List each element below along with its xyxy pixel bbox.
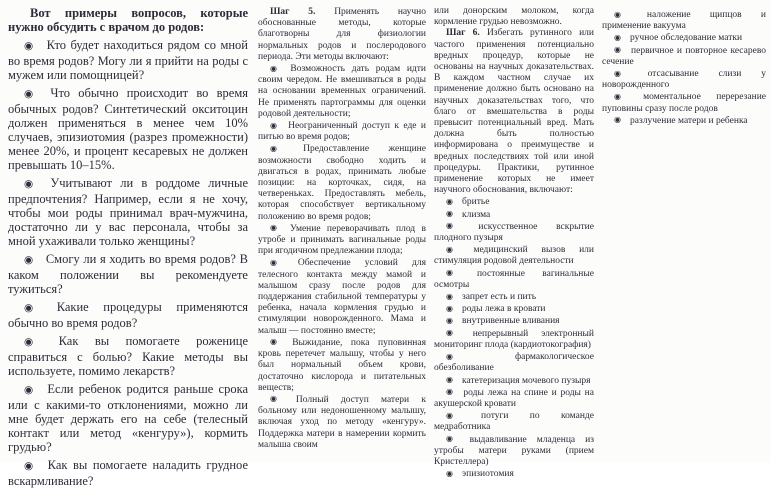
avoid-text: эпизиотомия: [462, 469, 514, 480]
avoid-item: [434, 291, 594, 303]
question-text: Смогу ли я ходить во время родов? В каком положении вы рекомендуете тужиться?: [8, 252, 248, 296]
avoid-item: [434, 268, 594, 291]
bullet-icon: ◉: [270, 120, 280, 130]
question-text: Кто будет находиться рядом со мной во время родов? Могу ли я прийти на роды с мужем или помощницей?: [8, 38, 248, 82]
practice-text: Умение переворачивать плод в утробе и принимать вагинальные роды при ягодичном предлежании плода;: [258, 223, 426, 257]
step5-intro-text: Применять научно обоснованные методы, которые благотворны для физиологии нормальных родов и послеродового периода. Эти методы включают:: [258, 7, 427, 62]
bullet-icon: ◉: [270, 394, 287, 404]
avoid-text: медицинский вызов или стимуляция родовой деятельности: [434, 245, 594, 267]
bullet-icon: ◉: [24, 302, 45, 314]
practice-text: Возможность дать родам идти своим чередом. Не вмешиваться в роды на основании временных ограничений. Не применять партограммы для оценки родовой деятельности;: [258, 64, 426, 119]
avoid-text: клизма: [462, 209, 491, 220]
intro-text: Вот примеры вопросов, которые нужно обсудить с врачом до родов:: [8, 6, 248, 34]
bullet-icon: ◉: [446, 268, 468, 278]
question-item: [8, 334, 248, 378]
practice-item: [258, 394, 426, 451]
practice-item: [258, 63, 426, 120]
avoid-item: [434, 468, 594, 480]
bullet-icon: ◉: [270, 337, 284, 347]
continuation-paragraph: или донорским молоком, когда кормление грудью невозможно.: [434, 6, 594, 28]
avoid-item: [434, 221, 594, 244]
avoid-item: [434, 328, 594, 351]
question-text: Как вы помогаете роженице справиться с болью? Какие методы вы используете, помимо лекарств?: [8, 334, 248, 378]
bullet-icon: ◉: [24, 336, 47, 348]
bullet-icon: ◉: [24, 88, 39, 100]
practice-text: Полный доступ матери к больному или недоношенному малышу, включая уход по методу «кенгуру». Поддержка матери в намерении кормить малыша своим: [258, 394, 426, 450]
question-text: Если ребенок родится раньше срока или с какими-то отклонениями, можно ли мне будет держать его на себе (телесный контакт или метод «кенгуру»), кормить грудью?: [8, 382, 248, 454]
right-page-column-2: [434, 6, 594, 480]
avoid-item: [434, 196, 594, 208]
bullet-icon: ◉: [446, 244, 465, 254]
avoid-text: бритье: [462, 197, 490, 208]
question-text: Какие процедуры применяются обычно во время родов?: [8, 300, 248, 330]
bullet-icon: ◉: [446, 387, 455, 397]
practice-text: Неограниченный доступ к еде и питью во время родов;: [258, 121, 426, 143]
avoid-item: [434, 315, 594, 327]
practice-text: Предоставление женщине возможности свободно ходить и двигаться в родах, принимать любые позиции: на корточках, сидя, на четвереньках. Предоставлять мебель, которая способствует вертикальному положению во время родов;: [258, 144, 426, 222]
avoid-item: [434, 303, 594, 315]
left-page-column: [8, 6, 248, 492]
practice-item: [258, 143, 426, 222]
bullet-icon: ◉: [446, 410, 472, 420]
avoid-text: запрет есть и пить: [462, 292, 537, 303]
avoid-text: фармакологическое обезболивание: [434, 352, 594, 374]
practice-text: Обеспечение условий для телесного контакта между мамой и малышом сразу после родов для поддержания стабильной температуры у ребенка, начала кормления грудью и стимуляции новорожденного. Мама и малыш — постоянно вместе;: [258, 258, 426, 336]
question-text: Как вы помогаете наладить грудное вскармливание?: [8, 458, 248, 488]
avoid-item-continued: [602, 45, 766, 68]
practice-item: [258, 257, 426, 336]
avoid-text: наложение щипцов и применение вакуума: [602, 10, 766, 32]
bullet-icon: ◉: [24, 460, 36, 472]
bullet-icon: ◉: [270, 223, 282, 233]
practice-text: Выжидание, пока пуповинная кровь перетечет малышу, чтобы у него был нормальный объем крови, достаточно кислорода и питательных веществ;: [258, 337, 426, 393]
avoid-text: роды лежа на спине и роды на акушерской кровати: [434, 387, 594, 409]
avoid-item-continued: [602, 9, 766, 32]
avoid-text: ручное обследование матки: [630, 33, 743, 44]
avoid-item: [434, 375, 594, 387]
avoid-text: катетеризация мочевого пузыря: [462, 375, 591, 386]
avoid-item: [434, 351, 594, 374]
bullet-icon: ◉: [614, 68, 639, 78]
bullet-icon: ◉: [24, 384, 36, 396]
step5-label: Шаг 5.: [270, 7, 316, 17]
practice-item: [258, 223, 426, 258]
avoid-text: первичное и повторное кесарево сечение: [602, 45, 766, 67]
avoid-text: непрерывный электронный мониторинг плода (кардиотокография): [434, 328, 594, 350]
avoid-item-continued: [602, 91, 766, 114]
bullet-icon: ◉: [446, 303, 454, 313]
bullet-icon: ◉: [446, 221, 470, 231]
step6-label: Шаг 6.: [446, 28, 480, 39]
avoid-item: [434, 434, 594, 469]
avoid-text: выдавливание младенца из утробы матери руками (прием Кристеллера): [434, 434, 594, 467]
bullet-icon: ◉: [446, 291, 454, 301]
bullet-icon: ◉: [24, 178, 39, 190]
question-item: [8, 176, 248, 248]
bullet-icon: ◉: [446, 468, 454, 478]
avoid-text: разлучение матери и ребенка: [630, 115, 748, 126]
avoid-text: внутривенные вливания: [462, 316, 560, 327]
avoid-text: моментальное перерезание пуповины сразу после родов: [602, 92, 766, 114]
avoid-item-continued: [602, 115, 766, 127]
avoid-text: отсасывание слизи у новорожденного: [602, 69, 766, 91]
avoid-item-continued: [602, 68, 766, 91]
practice-item: [258, 337, 426, 394]
bullet-icon: ◉: [614, 91, 635, 101]
avoid-text: искусственное вскрытие плодного пузыря: [434, 221, 594, 244]
bullet-icon: ◉: [270, 63, 282, 73]
question-item: [8, 38, 248, 82]
bullet-icon: ◉: [270, 257, 289, 267]
bullet-icon: ◉: [446, 375, 454, 384]
question-text: Что обычно происходит во время обычных родов? Синтетический окситоцин должен применяться в менее чем 10% случаев, эпизиотомия (разрез промежности) менее 20%, и процент кесаревых не должен превышать 10–15%.: [8, 86, 248, 172]
avoid-item-continued: [602, 32, 766, 44]
bullet-icon: ◉: [614, 9, 638, 19]
avoid-item: [434, 387, 594, 410]
bullet-icon: ◉: [446, 315, 454, 325]
avoid-item: [434, 410, 594, 433]
avoid-text: постоянные вагинальные осмотры: [434, 268, 594, 290]
bullet-icon: ◉: [446, 196, 454, 206]
step5-paragraph: [258, 7, 426, 63]
bullet-icon: ◉: [24, 40, 35, 52]
bullet-icon: ◉: [270, 143, 295, 153]
bullet-icon: ◉: [614, 32, 622, 42]
step6-paragraph: [434, 28, 594, 196]
question-item: [8, 382, 248, 454]
avoid-text: потуги по команде медработника: [434, 411, 594, 433]
practice-item: [258, 120, 426, 143]
avoid-item: [434, 244, 594, 267]
bullet-icon: ◉: [446, 434, 461, 444]
bullet-icon: ◉: [24, 254, 34, 266]
bullet-icon: ◉: [446, 209, 454, 219]
intro-paragraph: [8, 6, 248, 34]
question-item: [8, 458, 248, 488]
bullet-icon: ◉: [446, 328, 464, 338]
question-item: [8, 86, 248, 172]
right-page-column-3: [602, 9, 766, 127]
question-item: [8, 300, 248, 330]
question-item: [8, 252, 248, 296]
avoid-item: [434, 209, 594, 221]
bullet-icon: ◉: [614, 115, 622, 125]
bullet-icon: ◉: [614, 45, 623, 55]
bullet-icon: ◉: [446, 351, 506, 361]
step6-intro-text: Избегать рутинного или частого применения потенциально вредных процедур, которые не основаны на научных доказательствах. В каждом частном случае их применение должно быть основано на научных доказательствах того, что благо от вмешательства в роды превысит потенциальный вред. Мать должна быть полностью информирована о преимуществе и вредных последствиях той или иной процедуры. Практики, рутинное применение которых не имеет научного обоснования, включают:: [434, 28, 594, 196]
right-page-column-1: [258, 7, 426, 451]
question-text: Учитывают ли в роддоме личные предпочтения? Например, если я не хочу, чтобы мои роды принимал врач-мужчина, достаточно ли у вас персонала, чтобы за мной ухаживали только женщины?: [8, 176, 248, 248]
avoid-text: роды лежа в кровати: [462, 304, 546, 315]
